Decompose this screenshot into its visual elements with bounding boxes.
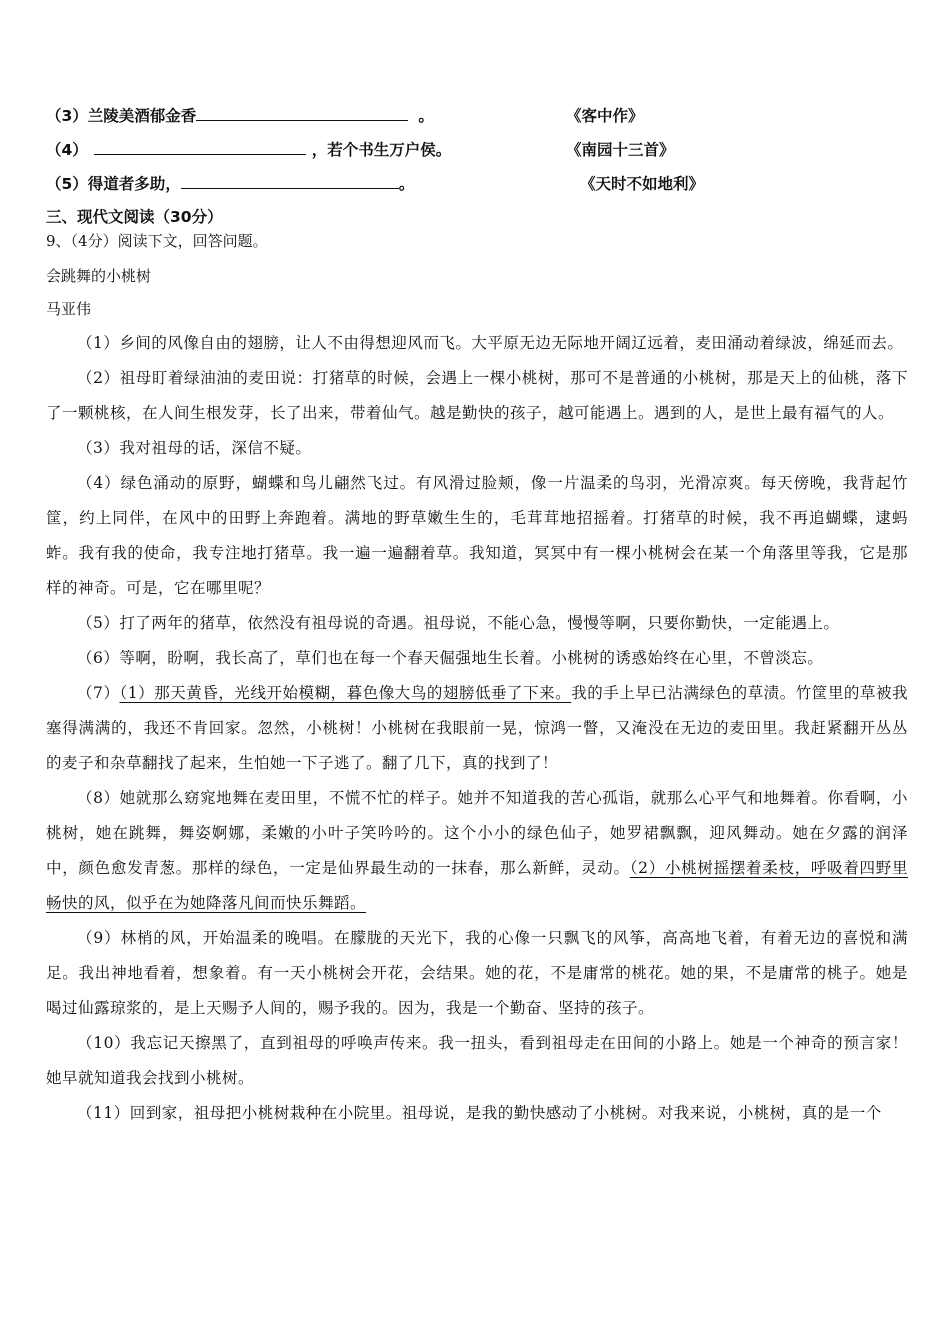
paragraph-9: [46, 921, 908, 1026]
paragraph-text: （4）绿色涌动的原野，蝴蝶和鸟儿翩然飞过。有风滑过脸颊，像一片温柔的鸟羽，光滑凉爽。每天傍晚，我背起竹筐，约上同伴，在风中的田野上奔跑着。满地的野草嫩生生的，毛茸茸地招摇着。打猪草的时候，我不再追蝴蝶，逮蚂蚱。我有我的使命，我专注地打猪草。我一遍一遍翻着草。我知道，冥冥中有一棵小桃树会在某一个角落里等我，它是那样的神奇。可是，它在哪里呢？: [46, 474, 908, 597]
paragraph-text: （6）等啊，盼啊，我长高了，草们也在每一个春天倔强地生长着。小桃树的诱惑始终在心里，不曾淡忘。: [77, 649, 824, 667]
fill-item-number: （4）: [46, 141, 88, 159]
underlined-sentence-1: （1）那天黄昏，光线开始模糊，暮色像大鸟的翅膀低垂了下来。: [119, 684, 572, 702]
answer-blank[interactable]: [181, 174, 399, 189]
source-title: 《天时不如地利》: [580, 175, 705, 193]
paragraph-text: （5）打了两年的猪草，依然没有祖母说的奇遇。祖母说，不能心急，慢慢等啊，只要你勤快，一定能遇上。: [77, 614, 840, 632]
fill-item-tail: 。: [418, 107, 434, 125]
source-title: 《南园十三首》: [566, 141, 675, 159]
paragraph-11: [46, 1096, 908, 1131]
fill-item-4: [46, 138, 451, 160]
paragraph-7: [46, 676, 908, 781]
fill-item-number: （5）: [46, 175, 88, 193]
fill-item-3: [46, 104, 434, 126]
answer-blank[interactable]: [196, 106, 408, 121]
paragraph-text: （1）乡间的风像自由的翅膀，让人不由得想迎风而飞。大平原无边无际地开阔辽远着，麦田涌动着绿波，绵延而去。: [77, 334, 904, 352]
article-title: 会跳舞的小桃树: [46, 267, 152, 285]
paragraph-text: （11）回到家，祖母把小桃树栽种在小院里。祖母说，是我的勤快感动了小桃树。对我来说，小桃树，真的是一个: [77, 1104, 882, 1122]
paragraph-text: （7）: [77, 684, 120, 702]
paragraph-text: （10）我忘记天擦黑了，直到祖母的呼唤声传来。我一扭头，看到祖母走在田间的小路上。她是一个神奇的预言家！她早就知道我会找到小桃树。: [46, 1034, 908, 1087]
paragraph-text: （8）她就那么窈窕地舞在麦田里，不慌不忙的样子。她并不知道我的苦心孤诣，就那么心平气和地舞着。你看啊，小桃树，她在跳舞，舞姿婀娜，柔嫩的小叶子笑吟吟的。这个小小的绿色仙子，她罗裙飘飘，迎风舞动。她在夕露的润泽中，颜色愈发青葱。那样的绿色，一定是仙界最生动的一抹春，那么新鲜，灵动。: [46, 789, 908, 877]
paragraph-10: [46, 1026, 908, 1096]
question-prompt: 9、（4分）阅读下文，回答问题。: [46, 232, 268, 250]
paragraph-1: [46, 326, 908, 361]
paragraph-3: [46, 431, 908, 466]
paragraph-text: 我的手上早已沾满绿色的草渍。竹筐里的草被我塞得满满的，我还不肯回家。忽然，小桃树！小桃树在我眼前一晃，惊鸿一瞥，又淹没在无边的麦田里。我赶紧翻开丛丛的麦子和杂草翻找了起来，生怕她一下子逃了。翻了几下，真的找到了！: [46, 684, 908, 772]
section-heading: 三、现代文阅读（30分）: [46, 208, 223, 226]
paragraph-4: [46, 466, 908, 606]
article-body: [46, 326, 908, 1131]
paragraph-text: （9）林梢的风，开始温柔的晚唱。在朦胧的天光下，我的心像一只飘飞的风筝，高高地飞着，有着无边的喜悦和满足。我出神地看着，想象着。有一天小桃树会开花，会结果。她的花，不是庸常的桃花。她的果，不是庸常的桃子。她是喝过仙露琼浆的，是上天赐予人间的，赐予我的。因为，我是一个勤奋、坚持的孩子。: [46, 929, 908, 1017]
paragraph-text: （2）祖母盯着绿油油的麦田说：打猪草的时候，会遇上一棵小桃树，那可不是普通的小桃树，那是天上的仙桃，落下了一颗桃核，在人间生根发芽，长了出来，带着仙气。越是勤快的孩子，越可能遇上。遇到的人，是世上最有福气的人。: [46, 369, 908, 422]
fill-item-number: （3）: [46, 107, 88, 125]
paragraph-8: [46, 781, 908, 921]
fill-item-tail: ，若个书生万户侯。: [311, 141, 452, 159]
fill-item-tail: 。: [398, 175, 415, 193]
underlined-sentence-2: （2）小桃树摇摆着柔枝，呼吸着四野里畅快的风，似乎在为她降落凡间而快乐舞蹈。: [46, 859, 908, 912]
paragraph-6: [46, 641, 908, 676]
fill-item-prompt: 兰陵美酒郁金香: [87, 107, 197, 125]
source-title: 《客中作》: [566, 107, 644, 125]
article-author: 马亚伟: [46, 300, 92, 318]
paragraph-2: [46, 361, 908, 431]
paragraph-text: （3）我对祖母的话，深信不疑。: [77, 439, 312, 457]
fill-item-5: [46, 172, 414, 194]
paragraph-5: [46, 606, 908, 641]
fill-item-prompt: 得道者多助，: [87, 175, 181, 193]
answer-blank[interactable]: [94, 140, 306, 155]
